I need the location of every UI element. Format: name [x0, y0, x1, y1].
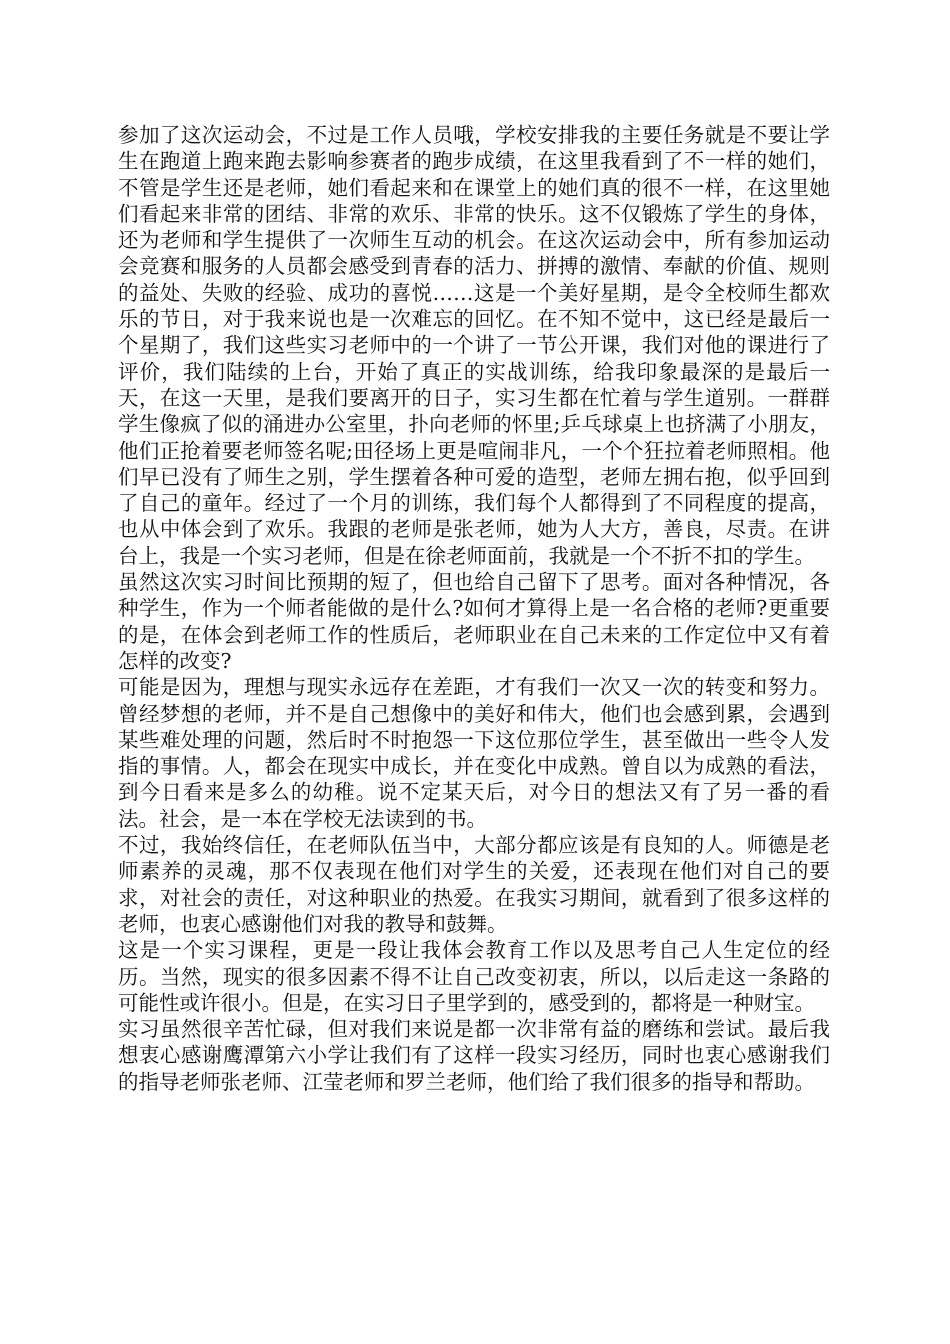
paragraph-thanks: 实习虽然很辛苦忙碌，但对我们来说是都一次非常有益的磨练和尝试。最后我想衷心感谢鹰潭第六小学让我们有了这样一段实习经历，同时也衷心感谢我们的指导老师张老师、江莹老师和罗兰老师，他们给了我们很多的指导和帮助。 [118, 1017, 830, 1094]
paragraph-reflection-questions: 虽然这次实习时间比预期的短了，但也给自己留下了思考。面对各种情况，各种学生，作为一个师者能做的是什么?如何才算得上是一名合格的老师?更重要的是，在体会到老师工作的性质后，老师职业在自己未来的工作定位中又有着怎样的改变? [118, 570, 830, 673]
paragraph-ideal-vs-reality: 可能是因为，理想与现实永远存在差距，才有我们一次又一次的转变和努力。曾经梦想的老师，并不是自己想像中的美好和伟大，他们也会感到累，会遇到某些难处理的问题，然后时不时抱怨一下这位那位学生，甚至做出一些令人发指的事情。人，都会在现实中成长，并在变化中成熟。曾自以为成熟的看法，到今日看来是多么的幼稚。说不定某天后，对今日的想法又有了另一番的看法。社会，是一本在学校无法读到的书。 [118, 675, 830, 831]
paragraph-teacher-ethics: 不过，我始终信任，在老师队伍当中，大部分都应该是有良知的人。师德是老师素养的灵魂，那不仅表现在他们对学生的关爱，还表现在他们对自己的要求，对社会的责任，对这种职业的热爱。在我实习期间，就看到了很多这样的老师，也衷心感谢他们对我的教导和鼓舞。 [118, 833, 830, 936]
document-body [118, 122, 830, 1095]
paragraph-sports-meet-and-farewell: 参加了这次运动会，不过是工作人员哦，学校安排我的主要任务就是不要让学生在跑道上跑来跑去影响参赛者的跑步成绩，在这里我看到了不一样的她们，不管是学生还是老师，她们看起来和在课堂上的她们真的很不一样，在这里她们看起来非常的团结、非常的欢乐、非常的快乐。这不仅锻炼了学生的身体，还为老师和学生提供了一次师生互动的机会。在这次运动会中，所有参加运动会竞赛和服务的人员都会感受到青春的活力、拼搏的激情、奉献的价值、规则的益处、失败的经验、成功的喜悦……这是一个美好星期，是令全校师生都欢乐的节日，对于我来说也是一次难忘的回忆。在不知不觉中，这已经是最后一个星期了，我们这些实习老师中的一个讲了一节公开课，我们对他的课进行了评价，我们陆续的上台，开始了真正的实战训练，给我印象最深的是最后一天，在这一天里，是我们要离开的日子，实习生都在忙着与学生道别。一群群学生像疯了似的涌进办公室里，扑向老师的怀里;乒乓球桌上也挤满了小朋友，他们正抢着要老师签名呢;田径场上更是喧闹非凡，一个个狂拉着老师照相。他们早已没有了师生之别，学生摆着各种可爱的造型，老师左拥右抱，似乎回到了自己的童年。经过了一个月的训练，我们每个人都得到了不同程度的提高，也从中体会到了欢乐。我跟的老师是张老师，她为人大方，善良，尽责。在讲台上，我是一个实习老师，但是在徐老师面前，我就是一个不折不扣的学生。 [118, 123, 830, 568]
paragraph-internship-course: 这是一个实习课程，更是一段让我体会教育工作以及思考自己人生定位的经历。当然，现实的很多因素不得不让自己改变初衷，所以，以后走这一条路的可能性或许很小。但是，在实习日子里学到的，感受到的，都将是一种财宝。 [118, 938, 830, 1015]
